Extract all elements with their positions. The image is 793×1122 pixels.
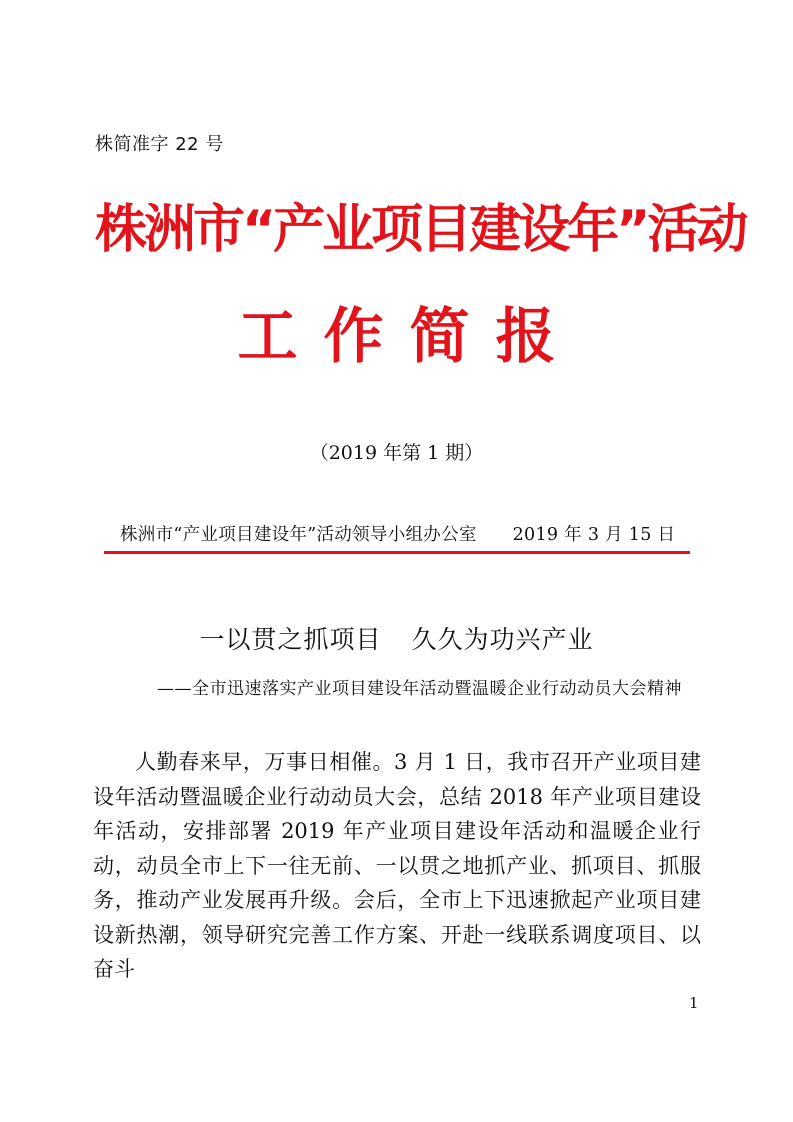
document-number: 株简准字 22 号: [95, 134, 224, 155]
page-number: 1: [689, 994, 699, 1012]
article-body: 人勤春来早，万事日相催。3 月 1 日，我市召开产业项目建设年活动暨温暖企业行动动员大会，总结 2018 年产业项目建设年活动，安排部署 2019 年产业项目建设年活动和温暖企业行动，动员全市上下一往无前、一以贯之地抓产业、抓项目、抓服务，推动产业发展再升级。会后，全市上下迅速掀起产业项目建设新热潮，领导研究完善工作方案、开赴一线联系调度项目、以奋斗: [93, 750, 701, 981]
article-title-part2: 久久为功兴产业: [411, 625, 594, 654]
header-line: [120, 521, 680, 546]
masthead-title: 株洲市“产业项目建设年”活动: [95, 200, 746, 260]
issue-number: （2019 年第 1 期）: [309, 442, 484, 464]
article-subtitle: ——全市迅速落实产业项目建设年活动暨温暖企业行动动员大会精神: [157, 679, 682, 699]
article-title-part1: 一以贯之抓项目: [199, 625, 382, 654]
issuing-office: 株洲市“产业项目建设年”活动领导小组办公室: [120, 525, 477, 545]
red-divider: [104, 551, 690, 554]
article-title: [0, 620, 793, 656]
issue-date: 2019 年 3 月 15 日: [512, 525, 676, 545]
masthead-subtitle: 工作简报: [237, 302, 582, 372]
